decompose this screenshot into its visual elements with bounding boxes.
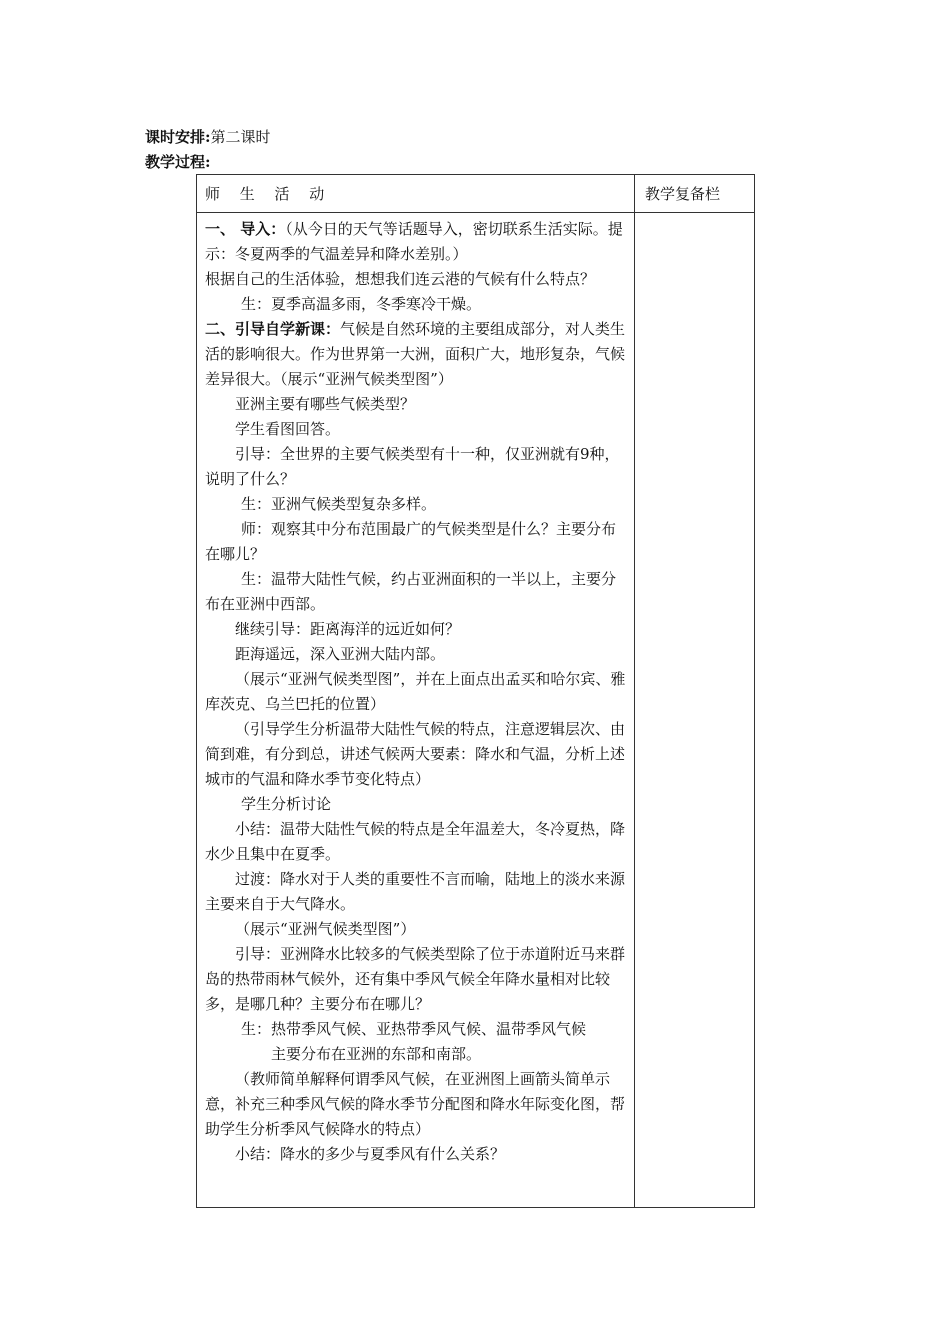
- paragraph-text: 继续引导：距离海洋的远近如何？: [235, 620, 461, 638]
- review-cell: [635, 213, 755, 1208]
- paragraph-text: 师：观察其中分布范围最广的气候类型是什么？主要分布在哪儿？: [205, 520, 617, 563]
- lesson-paragraph: [205, 942, 626, 1017]
- lesson-paragraph: [205, 392, 626, 417]
- paragraph-text: （展示“亚洲气候类型图”）: [235, 920, 416, 938]
- activity-cell: [197, 213, 635, 1208]
- lesson-paragraph: [205, 642, 626, 667]
- paragraph-text: 主要分布在亚洲的东部和南部。: [271, 1045, 482, 1063]
- paragraph-text: 生：温带大陆性气候，约占亚洲面积的一半以上，主要分布在亚洲中西部。: [205, 570, 617, 613]
- lesson-paragraph: [205, 1142, 626, 1167]
- paragraph-text: 生：夏季高温多雨，冬季寒冷干燥。: [241, 295, 482, 313]
- activity-content: [197, 213, 634, 1167]
- paragraph-text: （展示“亚洲气候类型图”，并在上面点出孟买和哈尔宾、雅库茨克、乌兰巴托的位置）: [205, 670, 626, 713]
- lesson-paragraph: [205, 717, 626, 792]
- paragraph-text: （引导学生分析温带大陆性气候的特点，注意逻辑层次、由简到难，有分到总，讲述气候两大要素：降水和气温，分析上述城市的气温和降水季节变化特点）: [205, 720, 626, 788]
- paragraph-text: （教师简单解释何谓季风气候，在亚洲图上画箭头简单示意，补充三种季风气候的降水季节分配图和降水年际变化图，帮助学生分析季风气候降水的特点）: [205, 1070, 626, 1138]
- section-heading: 一、 导入：: [205, 220, 286, 238]
- section-heading: 二、引导自学新课：: [205, 320, 341, 338]
- paragraph-text: 学生看图回答。: [235, 420, 341, 438]
- lesson-paragraph: [205, 417, 626, 442]
- process-line: [145, 152, 211, 172]
- lesson-paragraph: [205, 817, 626, 867]
- paragraph-text: 亚洲主要有哪些气候类型？: [235, 395, 416, 413]
- paragraph-text: 气候是自然环境的主要组成部分，对人类生活的影响很大。作为世界第一大洲，面积广大，地形复杂，气候差异很大。（展示“亚洲气候类型图”）: [205, 320, 626, 388]
- lesson-paragraph: [205, 567, 626, 617]
- paragraph-text: 过渡：降水对于人类的重要性不言而喻，陆地上的淡水来源主要来自于大气降水。: [205, 870, 626, 913]
- paragraph-text: 生：热带季风气候、亚热带季风气候、温带季风气候: [241, 1020, 587, 1038]
- lesson-paragraph: [205, 792, 626, 817]
- paragraph-text: 引导：亚洲降水比较多的气候类型除了位于赤道附近马来群岛的热带雨林气候外，还有集中季风气候全年降水量相对比较多，是哪几种？主要分布在哪儿？: [205, 945, 626, 1013]
- paragraph-text: 距海遥远，深入亚洲大陆内部。: [235, 645, 446, 663]
- lesson-paragraph: [205, 317, 626, 392]
- activity-column-header: 师 生 活 动: [197, 175, 635, 213]
- lesson-paragraph: [205, 667, 626, 717]
- table-header-row: [197, 175, 755, 213]
- paragraph-text: 学生分析讨论: [241, 795, 332, 813]
- review-column-header: 教学复备栏: [635, 175, 755, 213]
- process-label: 教学过程:: [145, 153, 211, 171]
- paragraph-text: 小结：降水的多少与夏季风有什么关系？: [235, 1145, 506, 1163]
- schedule-value: 第二课时: [210, 128, 271, 146]
- lesson-paragraph: [205, 617, 626, 642]
- paragraph-text: （从今日的天气等话题导入，密切联系生活实际。提示：冬夏两季的气温差异和降水差别。）: [205, 220, 623, 263]
- lesson-paragraph: [205, 442, 626, 492]
- lesson-paragraph: [205, 1042, 626, 1067]
- lesson-paragraph: [205, 267, 626, 292]
- lesson-paragraph: [205, 517, 626, 567]
- lesson-paragraph: [205, 292, 626, 317]
- schedule-line: [145, 127, 271, 147]
- lesson-paragraph: [205, 217, 626, 267]
- paragraph-text: 根据自己的生活体验，想想我们连云港的气候有什么特点？: [205, 270, 596, 288]
- lesson-paragraph: [205, 1067, 626, 1142]
- paragraph-text: 小结：温带大陆性气候的特点是全年温差大，冬冷夏热，降水少且集中在夏季。: [205, 820, 626, 863]
- lesson-paragraph: [205, 492, 626, 517]
- lesson-paragraph: [205, 867, 626, 917]
- lesson-paragraph: [205, 1017, 626, 1042]
- table-body-row: [197, 213, 755, 1208]
- lesson-table: [196, 174, 755, 1208]
- paragraph-text: 生：亚洲气候类型复杂多样。: [241, 495, 437, 513]
- paragraph-text: 引导：全世界的主要气候类型有十一种，仅亚洲就有9种，说明了什么？: [205, 445, 620, 488]
- lesson-paragraph: [205, 917, 626, 942]
- schedule-label: 课时安排:: [145, 128, 211, 146]
